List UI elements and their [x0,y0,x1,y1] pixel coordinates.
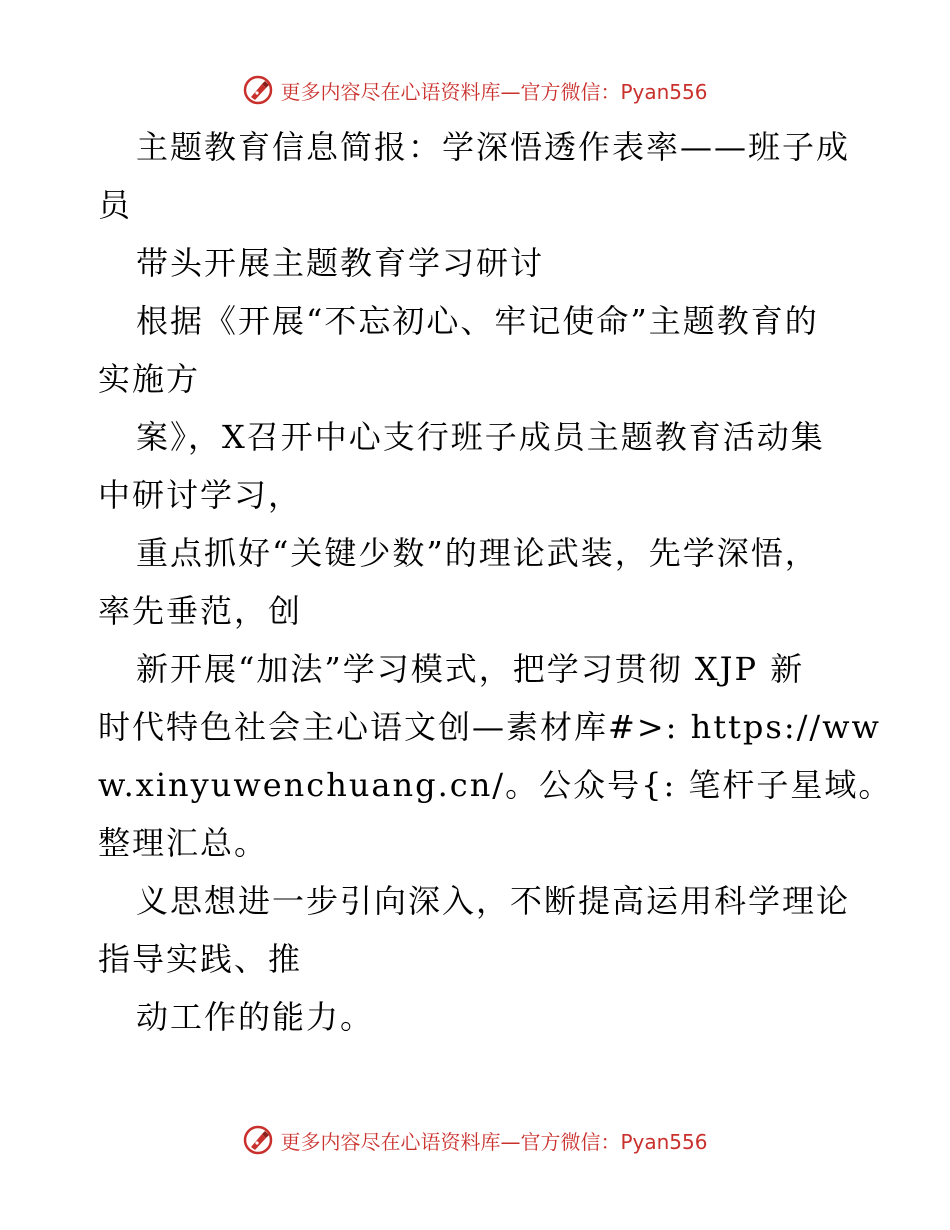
footer-banner [0,1120,950,1160]
doc-line: 实施方 [98,360,201,398]
banner-text: 更多内容尽在心语资料库—官方微信：Pyan556 [280,79,708,104]
doc-line: 员 [98,186,133,224]
doc-line: w.xinyuwenchuang.cn/。公众号{: 笔杆子星域。 [98,766,893,804]
document-body [98,118,893,1046]
doc-line: 主题教育信息简报：学深悟透作表率——班子成 [136,128,851,166]
doc-line: 带头开展主题教育学习研讨 [136,244,545,282]
doc-line: 率先垂范，创 [98,592,303,630]
header-banner [0,70,950,110]
doc-line: 中研讨学习， [98,476,303,514]
doc-line: 新开展“加法”学习模式，把学习贯彻 XJP 新 [136,650,805,688]
doc-line: 根据《开展“不忘初心、牢记使命”主题教育的 [136,302,819,340]
banner-text: 更多内容尽在心语资料库—官方微信：Pyan556 [280,1129,708,1154]
pen-nib-logo-icon [242,1124,274,1156]
doc-line: 动工作的能力。 [136,998,375,1036]
pen-nib-logo-icon [242,74,274,106]
doc-line: 整理汇总。 [98,824,269,862]
doc-line: 案》，X召开中心支行班子成员主题教育活动集 [136,418,825,456]
doc-line: 重点抓好“关键少数”的理论武装，先学深悟， [136,534,819,572]
doc-line: 义思想进一步引向深入，不断提高运用科学理论 [136,882,851,920]
doc-line: 指导实践、推 [98,940,303,978]
doc-line: 时代特色社会主心语文创—素材库#>: https://ww [98,708,881,746]
